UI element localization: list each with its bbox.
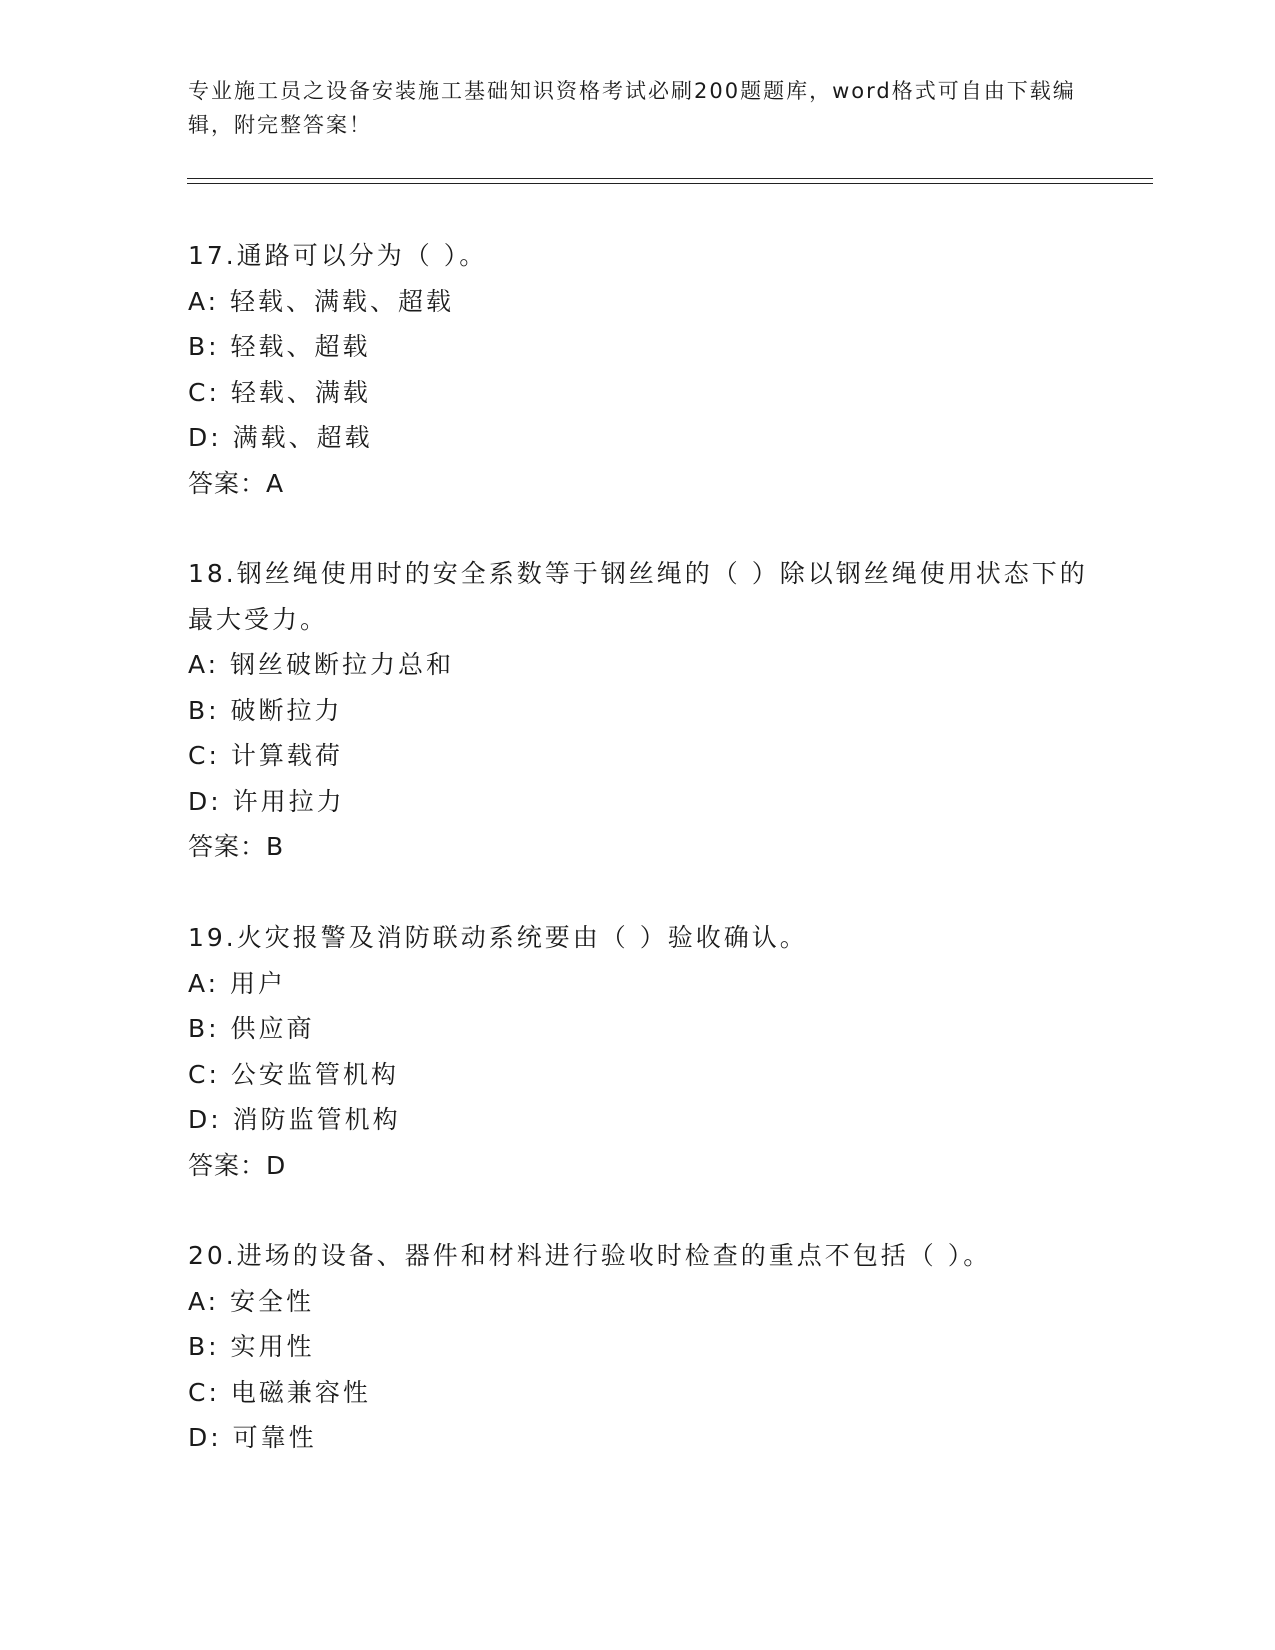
answer-line: 答案：A [188, 468, 285, 498]
question-stem: 19.火灾报警及消防联动系统要由（ ）验收确认。 [188, 923, 808, 952]
option-c: C: 公安监管机构 [188, 1059, 399, 1089]
option-d: D: 许用拉力 [188, 786, 345, 816]
question-20 [188, 1233, 1088, 1461]
option-a: A: 用户 [188, 968, 287, 998]
question-19 [188, 915, 1088, 1188]
option-c: C: 计算载荷 [188, 741, 343, 770]
header-divider-bottom [187, 183, 1153, 184]
option-d: D: 可靠性 [188, 1423, 317, 1452]
option-a: A: 钢丝破断拉力总和 [188, 650, 455, 679]
option-b: B: 破断拉力 [188, 695, 343, 725]
option-d: D: 消防监管机构 [188, 1105, 401, 1134]
option-b: B: 轻载、超载 [188, 332, 371, 361]
option-a: A: 安全性 [188, 1286, 315, 1316]
answer-line: 答案：B [188, 832, 285, 861]
option-c: C: 轻载、满载 [188, 377, 371, 407]
option-a: A: 轻载、满载、超载 [188, 286, 455, 316]
question-17 [188, 233, 1088, 506]
question-18 [188, 551, 1088, 870]
option-b: B: 实用性 [188, 1332, 315, 1361]
document-header: 专业施工员之设备安装施工基础知识资格考试必刷200题题库，word格式可自由下载编辑，附完整答案！ [188, 79, 1076, 137]
option-c: C: 电磁兼容性 [188, 1377, 371, 1407]
question-stem: 18.钢丝绳使用时的安全系数等于钢丝绳的（ ）除以钢丝绳使用状态下的最大受力。 [188, 559, 1088, 634]
header-divider-top [187, 178, 1153, 179]
answer-line: 答案：D [188, 1150, 287, 1180]
question-stem: 17.通路可以分为（ ）。 [188, 241, 488, 270]
option-d: D: 满载、超载 [188, 423, 373, 452]
question-stem: 20.进场的设备、器件和材料进行验收时检查的重点不包括（ ）。 [188, 1241, 992, 1270]
option-b: B: 供应商 [188, 1014, 315, 1043]
